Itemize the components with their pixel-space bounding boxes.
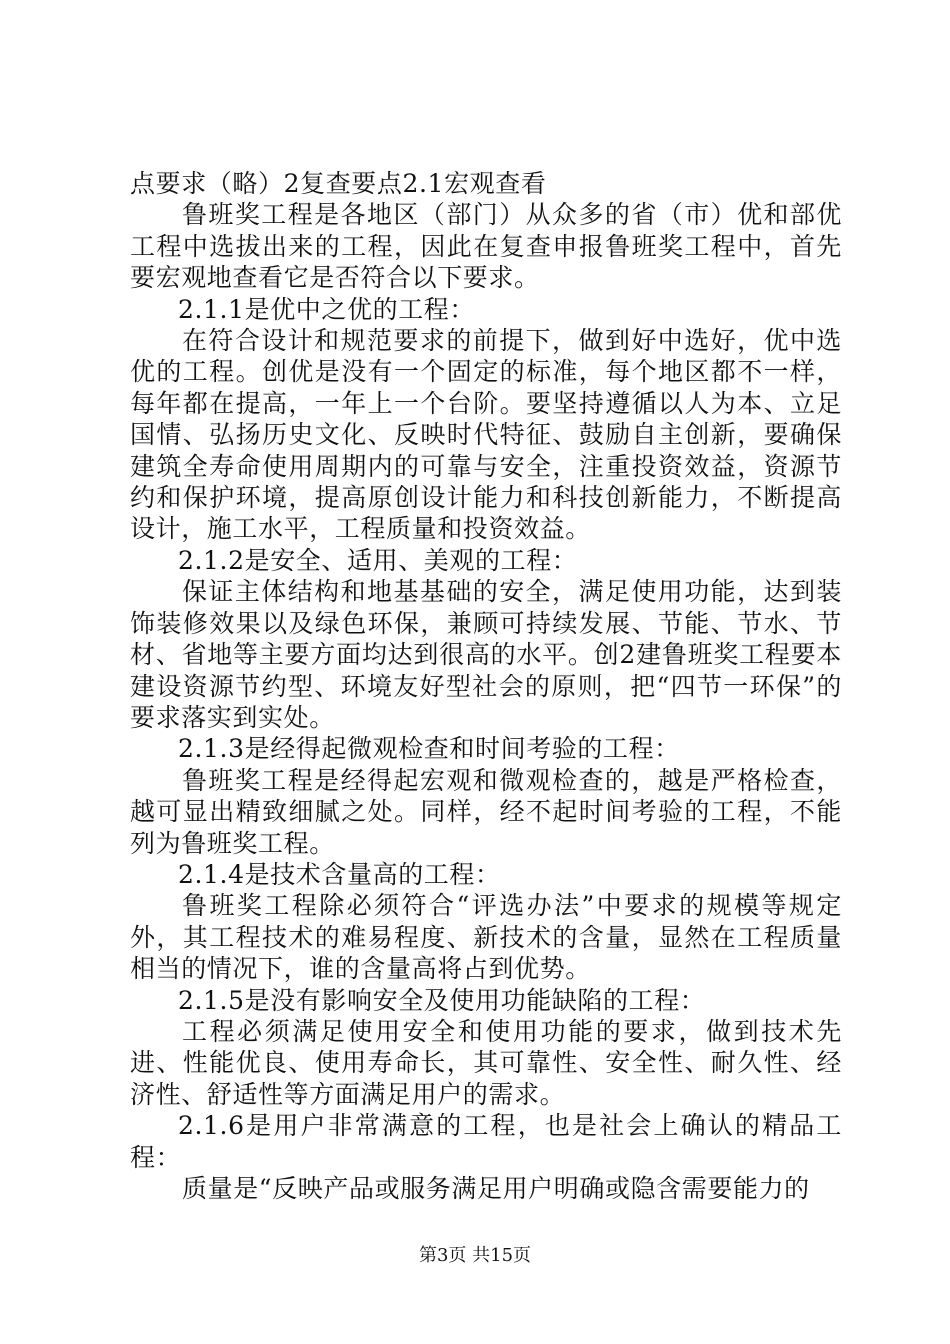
section-heading: 2.1.2是安全、适用、美观的工程： [178, 545, 578, 575]
section-heading: 2.1.4是技术含量高的工程： [178, 859, 501, 889]
paragraph: 鲁班奖工程是经得起宏观和微观检查的，越是严格检查，越可显出精致细腻之处。同样，经不起时间考验的工程，不能列为鲁班奖工程。 [130, 765, 842, 858]
paragraph: 保证主体结构和地基基础的安全，满足使用功能，达到装饰装修效果以及绿色环保，兼顾可持续发展、节能、节水、节材、省地等主要方面均达到很高的水平。创2建鲁班奖工程要本建设资源节约型、环境友好型社会的原则，把“四节一环保”的要求落实到实处。 [130, 577, 842, 732]
paragraph: 鲁班奖工程除必须符合“评选办法”中要求的规模等规定外，其工程技术的难易程度、新技术的含量，显然在工程质量相当的情况下，谁的含量高将占到优势。 [130, 891, 842, 984]
section-heading: 2.1.1是优中之优的工程： [178, 294, 476, 324]
section-heading: 2.1.3是经得起微观检查和时间考验的工程： [178, 734, 680, 764]
page-number-footer: 第3页 共15页 [418, 1245, 532, 1266]
paragraph: 工程必须满足使用安全和使用功能的要求，做到技术先进、性能优良、使用寿命长，其可靠性、安全性、耐久性、经济性、舒适性等方面满足用户的需求。 [130, 1016, 842, 1109]
section-heading: 2.1.6是用户非常满意的工程，也是社会上确认的精品工程： [130, 1111, 842, 1172]
paragraph-intro: 点要求（略）2复查要点2.1宏观查看 [130, 169, 547, 198]
paragraph: 在符合设计和规范要求的前提下，做到好中选好，优中选优的工程。创优是没有一个固定的标准，每个地区都不一样，每年都在提高，一年上一个台阶。要坚持遵循以人为本、立足国情、弘扬历史文化、反映时代特征、鼓励自主创新，要确保建筑全寿命使用周期内的可靠与安全，注重投资效益，资源节约和保护环境，提高原创设计能力和科技创新能力，不断提高设计，施工水平，工程质量和投资效益。 [130, 326, 842, 544]
section-heading: 2.1.5是没有影响安全及使用功能缺陷的工程： [178, 985, 706, 1015]
paragraph: 鲁班奖工程是各地区（部门）从众多的省（市）优和部优工程中选拔出来的工程，因此在复查申报鲁班奖工程中，首先要宏观地查看它是否符合以下要求。 [130, 200, 842, 293]
body-text [130, 168, 842, 1204]
paragraph: 质量是“反映产品或服务满足用户明确或隐含需要能力的 [182, 1174, 810, 1203]
